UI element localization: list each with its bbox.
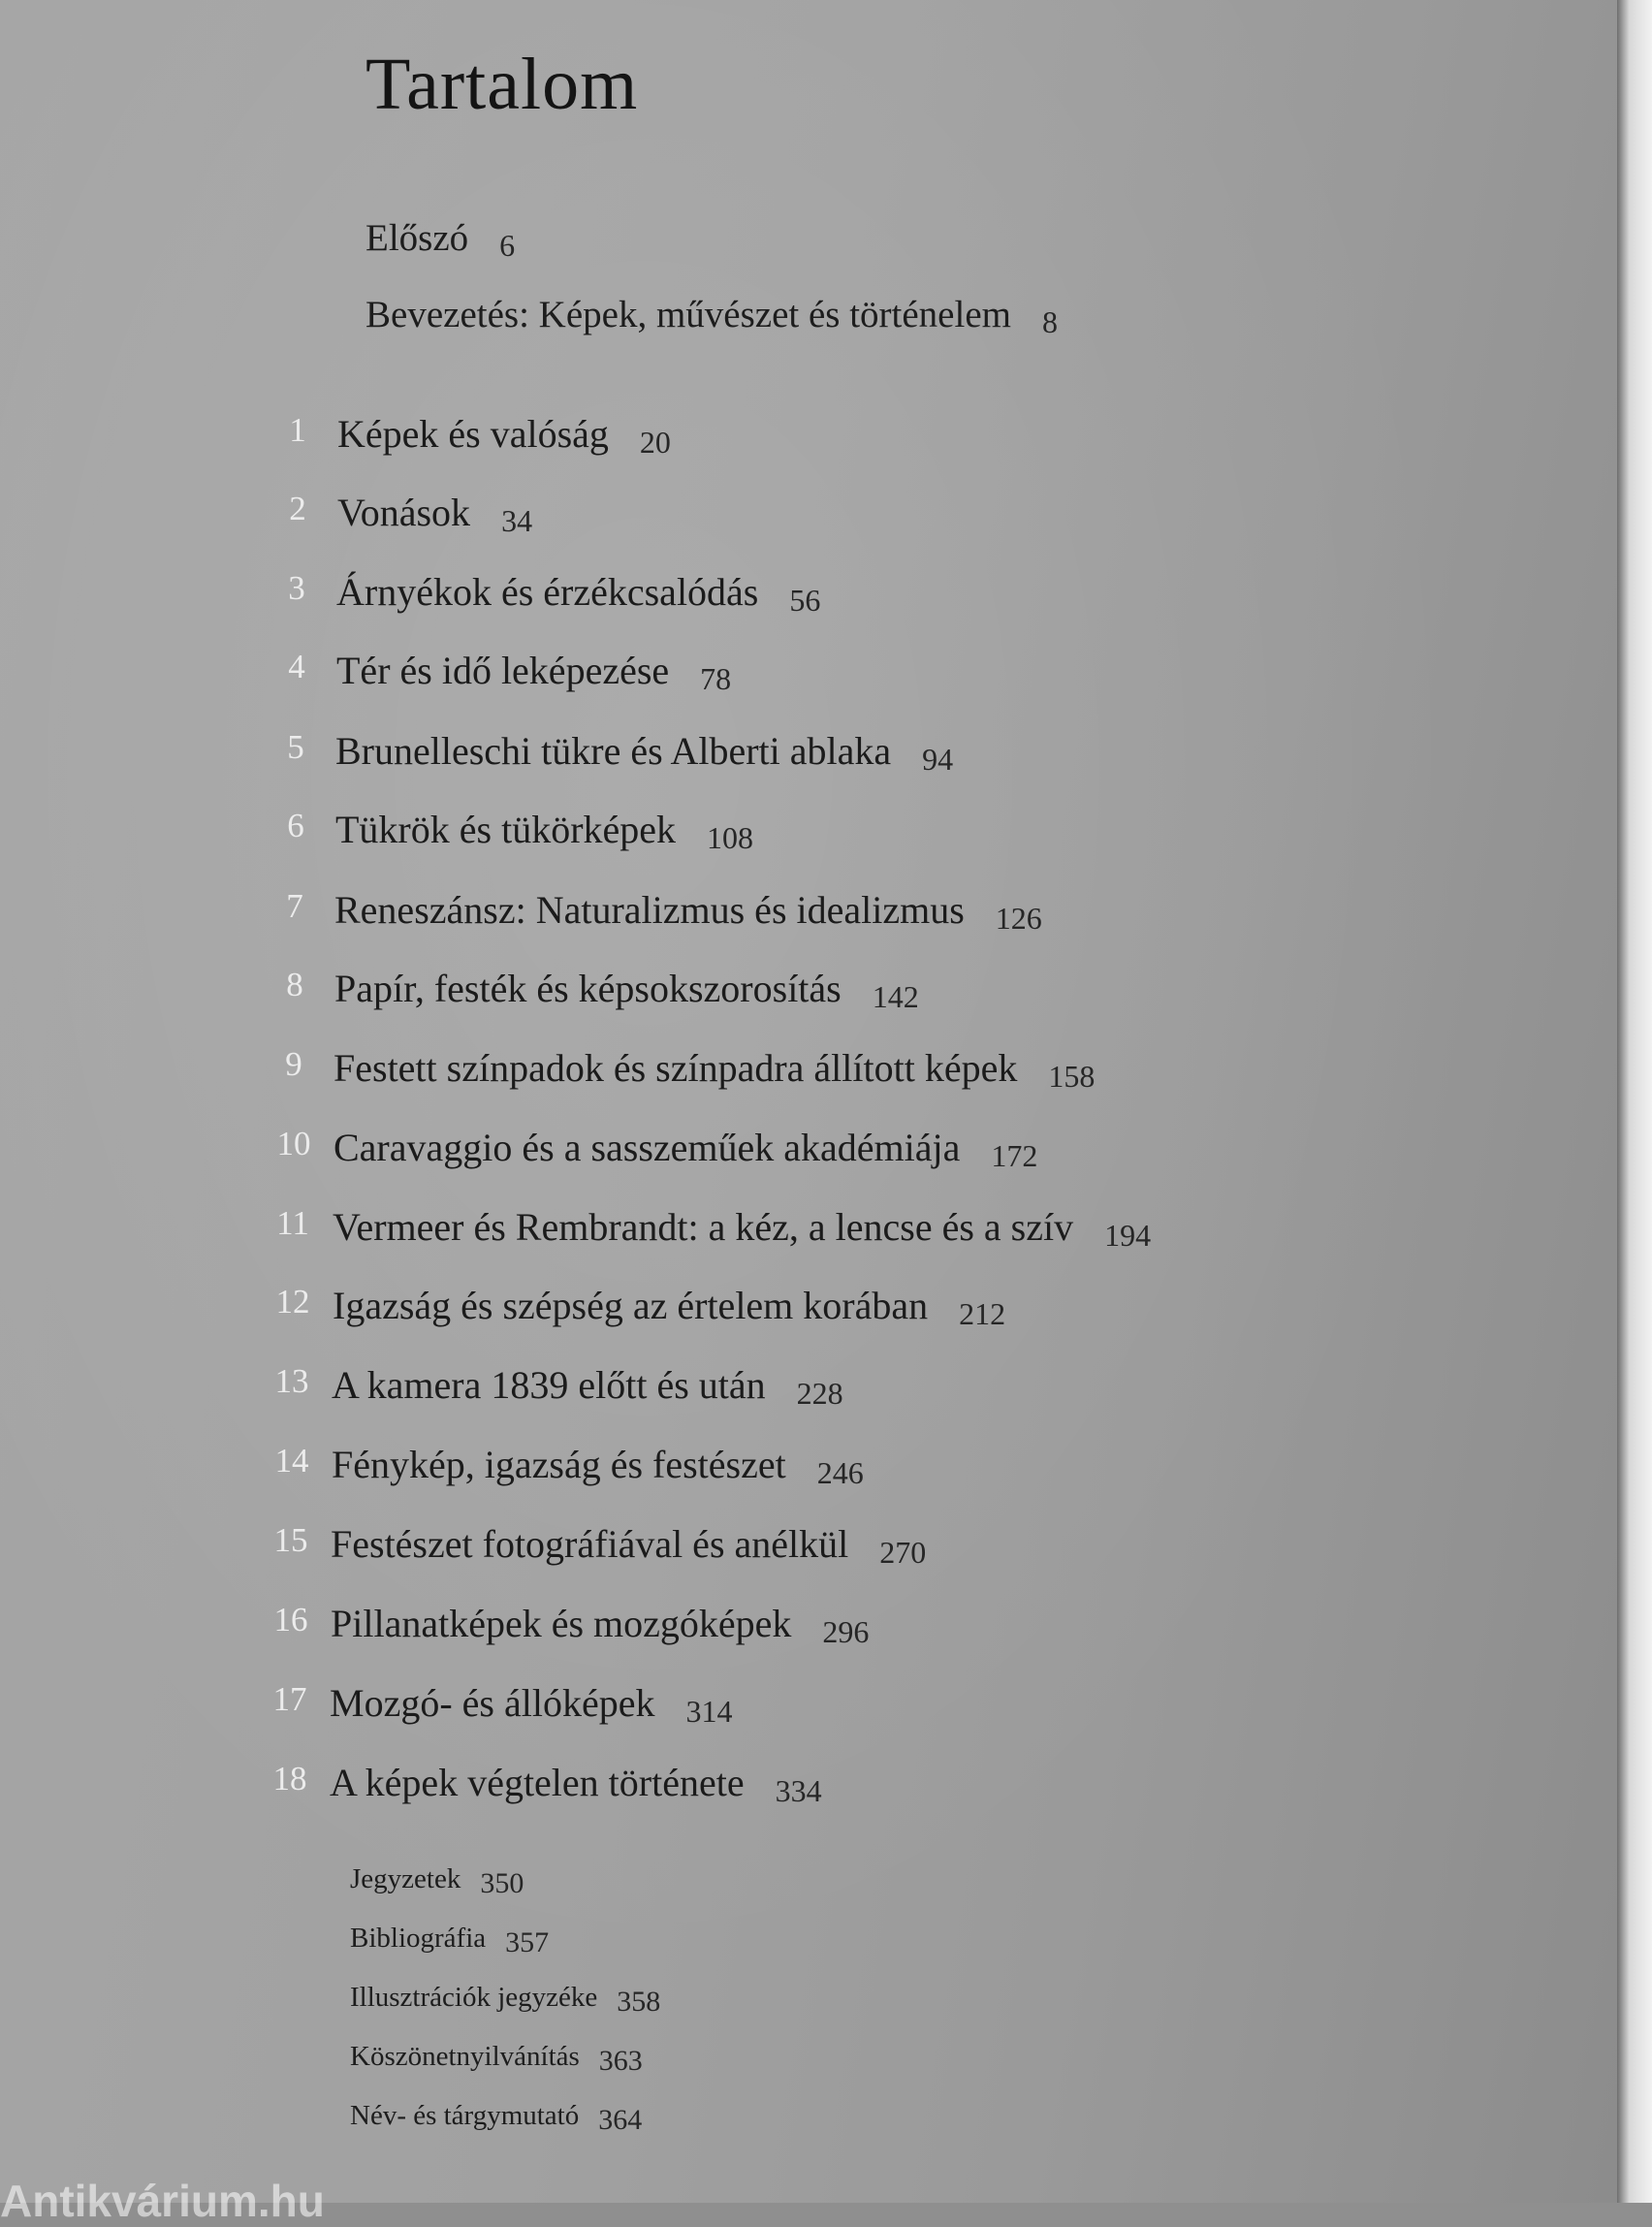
front-matter-entry-preface bbox=[365, 216, 516, 263]
watermark: Antikvárium.hu bbox=[0, 2176, 325, 2226]
chapter-number: 8 bbox=[286, 966, 303, 1003]
chapter-page-number: 94 bbox=[922, 742, 954, 777]
chapter-page-number: 212 bbox=[959, 1296, 1006, 1331]
chapter-title: Papír, festék és képsokszorosítás bbox=[334, 967, 842, 1010]
chapter-page-number: 270 bbox=[879, 1535, 927, 1570]
chapter-title: Igazság és szépség az értelem korában bbox=[333, 1284, 929, 1327]
entry-page-number: 357 bbox=[505, 1926, 550, 1958]
chapter-number: 10 bbox=[276, 1125, 311, 1162]
front-matter-entry-introduction bbox=[365, 293, 1058, 339]
back-matter-entry-bibliography bbox=[350, 1922, 550, 1958]
entry-page-number: 363 bbox=[598, 2045, 643, 2077]
chapter-title: Brunelleschi tükre és Alberti ablaka bbox=[335, 729, 892, 773]
entry-page-number: 364 bbox=[598, 2104, 643, 2136]
entry-page-number: 358 bbox=[617, 1986, 661, 2018]
back-matter-entry-index bbox=[350, 2099, 643, 2136]
chapter-number: 13 bbox=[274, 1362, 309, 1400]
chapter-number: 7 bbox=[286, 887, 303, 925]
chapter-number: 18 bbox=[272, 1760, 307, 1798]
chapter-number: 4 bbox=[288, 648, 305, 685]
chapter-number: 15 bbox=[273, 1521, 308, 1559]
chapter-title: Pillanatképek és mozgóképek bbox=[331, 1602, 792, 1645]
back-matter-entry-acknowledgements bbox=[350, 2040, 643, 2077]
entry-title: Bevezetés: Képek, művészet és történelem bbox=[365, 294, 1011, 335]
chapter-title: Tér és idő leképezése bbox=[336, 649, 670, 692]
chapter-page-number: 296 bbox=[822, 1614, 870, 1649]
chapter-number: 17 bbox=[272, 1680, 307, 1718]
chapter-page-number: 20 bbox=[639, 425, 671, 460]
chapter-number: 1 bbox=[289, 411, 306, 449]
chapter-page-number: 34 bbox=[501, 503, 533, 538]
page-title: Tartalom bbox=[365, 44, 639, 125]
chapter-page-number: 246 bbox=[816, 1455, 864, 1490]
entry-page-number: 6 bbox=[499, 228, 516, 263]
entry-page-number: 350 bbox=[480, 1867, 524, 1899]
page-edge bbox=[1617, 0, 1652, 2203]
chapter-number: 5 bbox=[287, 728, 304, 766]
chapter-number: 11 bbox=[276, 1204, 309, 1242]
chapter-page-number: 172 bbox=[991, 1138, 1038, 1173]
chapter-number: 16 bbox=[273, 1601, 308, 1638]
chapter-title: A képek végtelen története bbox=[330, 1761, 745, 1804]
chapter-title: Caravaggio és a sasszeműek akadémiája bbox=[334, 1126, 961, 1169]
chapter-title: Vermeer és Rembrandt: a kéz, a lencse és a szív bbox=[333, 1205, 1074, 1249]
chapter-page-number: 142 bbox=[872, 979, 919, 1014]
entry-title: Előszó bbox=[365, 217, 469, 259]
entry-title: Illusztrációk jegyzéke bbox=[350, 1982, 598, 2013]
chapter-page-number: 314 bbox=[685, 1694, 733, 1729]
chapter-number: 9 bbox=[285, 1045, 302, 1083]
chapter-page-number: 158 bbox=[1048, 1059, 1096, 1094]
back-matter-entry-notes bbox=[350, 1862, 524, 1899]
chapter-page-number: 126 bbox=[995, 901, 1042, 936]
entry-title: Név- és tárgymutató bbox=[350, 2100, 580, 2131]
back-matter-entry-illustrations bbox=[350, 1981, 661, 2018]
chapter-number: 2 bbox=[289, 490, 306, 527]
chapter-number: 3 bbox=[288, 569, 305, 607]
entry-page-number: 8 bbox=[1041, 304, 1058, 339]
entry-title: Bibliográfia bbox=[350, 1923, 487, 1954]
chapter-number: 6 bbox=[287, 807, 304, 844]
chapter-title: Tükrök és tükörképek bbox=[335, 808, 677, 851]
chapter-title: Képek és valóság bbox=[337, 412, 609, 456]
chapter-page-number: 194 bbox=[1104, 1218, 1152, 1253]
chapter-number: 14 bbox=[274, 1442, 309, 1479]
chapter-number: 12 bbox=[275, 1283, 310, 1320]
chapter-title: Reneszánsz: Naturalizmus és idealizmus bbox=[334, 888, 965, 932]
chapter-title: Festészet fotográfiával és anélkül bbox=[331, 1522, 849, 1566]
chapter-title: Fénykép, igazság és festészet bbox=[332, 1443, 786, 1486]
chapter-page-number: 108 bbox=[707, 820, 754, 855]
chapter-title: A kamera 1839 előtt és után bbox=[332, 1363, 766, 1407]
chapter-title: Vonások bbox=[337, 491, 471, 534]
entry-title: Köszönetnyilvánítás bbox=[350, 2041, 580, 2072]
chapter-page-number: 334 bbox=[775, 1773, 822, 1808]
chapter-title: Mozgó- és állóképek bbox=[330, 1681, 655, 1725]
chapter-title: Árnyékok és érzékcsalódás bbox=[336, 570, 759, 614]
chapter-title: Festett színpadok és színpadra állított képek bbox=[334, 1046, 1018, 1090]
entry-title: Jegyzetek bbox=[350, 1863, 461, 1894]
chapter-page-number: 56 bbox=[789, 583, 821, 618]
chapter-page-number: 228 bbox=[796, 1376, 843, 1411]
chapter-page-number: 78 bbox=[700, 661, 732, 696]
